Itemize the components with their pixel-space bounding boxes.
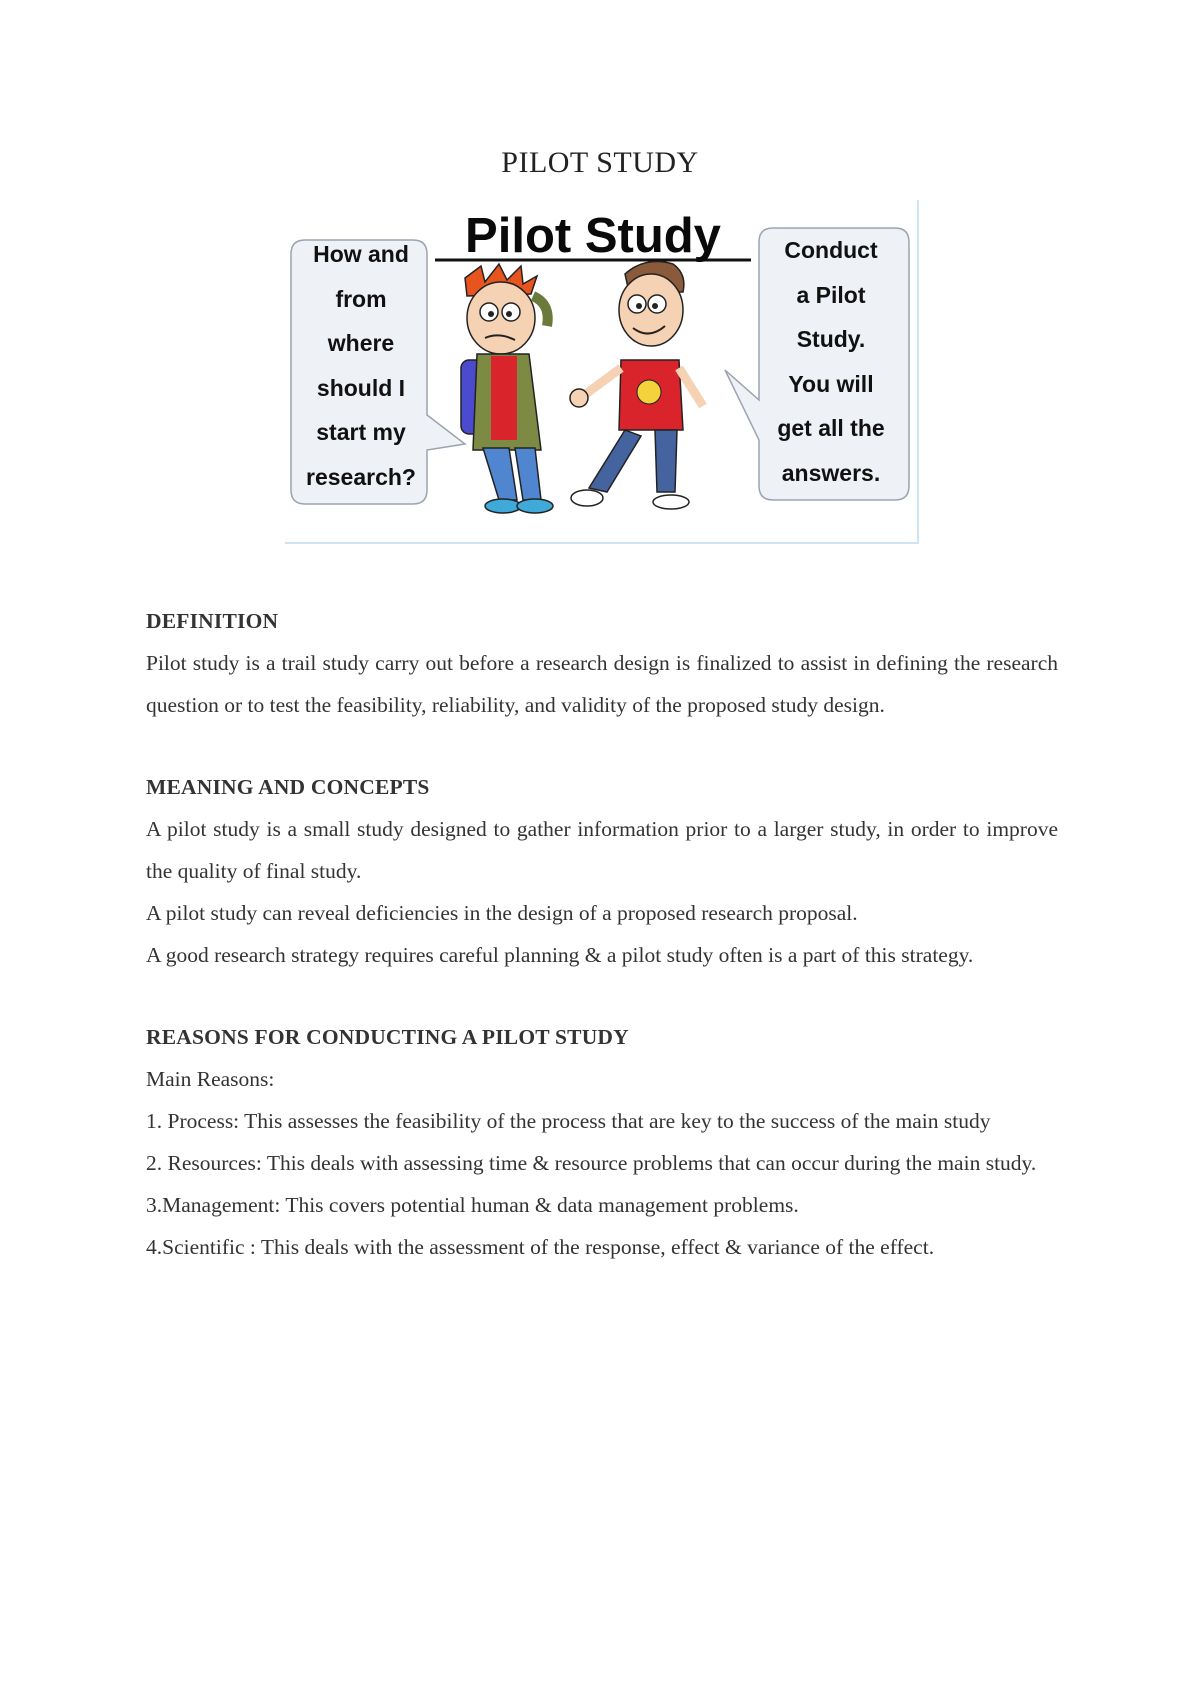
confused-student xyxy=(461,264,553,513)
section-heading: DEFINITION xyxy=(146,609,279,633)
bubble-line: from xyxy=(335,285,387,312)
bubble-line: get all the xyxy=(777,415,885,441)
list-item: 2. Resources: This deals with assessing time & resource problems that can occur during the main study. xyxy=(146,1151,1037,1175)
section-meaning-and-concepts xyxy=(146,766,1058,976)
left-bubble-text xyxy=(291,232,431,499)
section-heading: MEANING AND CONCEPTS xyxy=(146,775,430,799)
document-body xyxy=(146,600,1058,1268)
pilot-study-illustration xyxy=(285,200,919,544)
bubble-line: You will xyxy=(788,370,874,397)
list-item: 3.Management: This covers potential human & data management problems. xyxy=(146,1193,799,1217)
bubble-line: answers. xyxy=(781,459,881,486)
bubble-line: a Pilot xyxy=(796,281,866,308)
section-heading: REASONS FOR CONDUCTING A PILOT STUDY xyxy=(146,1025,629,1049)
section-definition xyxy=(146,600,1058,726)
bubble-line: should I xyxy=(316,374,406,401)
confident-student xyxy=(570,262,703,509)
paragraph: Main Reasons: xyxy=(146,1067,275,1091)
bubble-line: where xyxy=(327,330,395,356)
bubble-line: How and xyxy=(313,241,409,267)
bubble-line: start my xyxy=(316,419,406,445)
bubble-line: Conduct xyxy=(784,237,878,263)
list-item: 1. Process: This assesses the feasibility of the process that are key to the success of the main study xyxy=(146,1109,991,1133)
paragraph: Pilot study is a trail study carry out before a research design is finalized to assist in defining the research question or to test the feasibility, reliability, and validity of the proposed study design. xyxy=(146,651,1058,717)
section-reasons xyxy=(146,1016,1058,1268)
illustration-heading: Pilot Study xyxy=(465,209,721,263)
bubble-line: Study. xyxy=(796,326,866,352)
page-title: PILOT STUDY xyxy=(501,146,699,179)
bubble-line: research? xyxy=(306,463,416,490)
right-bubble-text xyxy=(757,228,905,495)
paragraph: A pilot study is a small study designed to gather information prior to a larger study, in order to improve the quality of final study. xyxy=(146,817,1058,883)
paragraph: A pilot study can reveal deficiencies in the design of a proposed research proposal. xyxy=(146,901,858,925)
paragraph: A good research strategy requires careful planning & a pilot study often is a part of this strategy. xyxy=(146,943,974,967)
list-item: 4.Scientific : This deals with the assessment of the response, effect & variance of the effect. xyxy=(146,1235,935,1259)
